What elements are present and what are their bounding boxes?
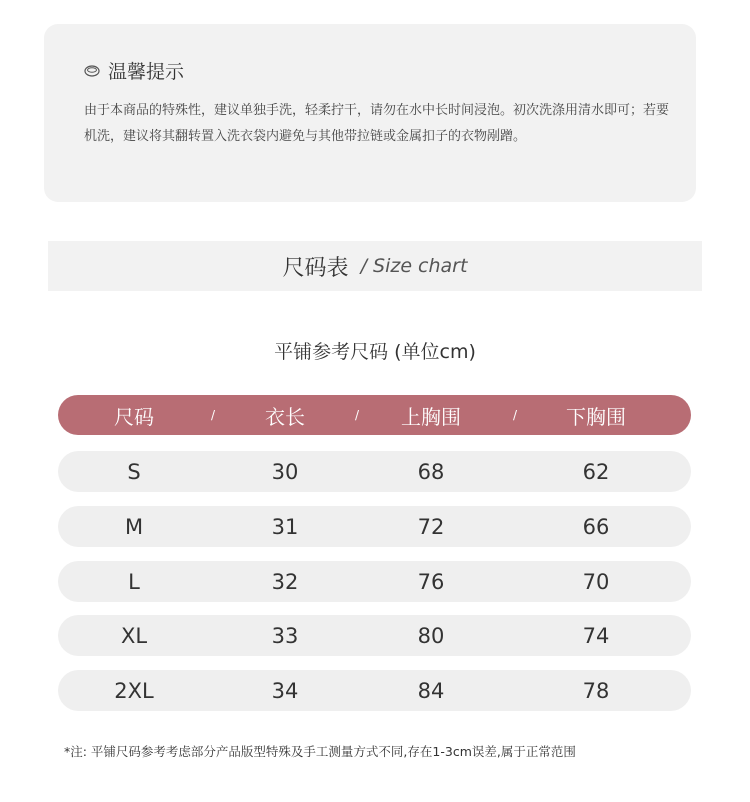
cell-length: 33	[271, 623, 299, 648]
cell-size: S	[127, 459, 141, 484]
cell-lower-bust: 62	[582, 459, 610, 484]
cell-lower-bust: 78	[582, 678, 610, 703]
cell-size: XL	[120, 623, 148, 648]
size-chart-header	[48, 241, 702, 291]
cell-lower-bust: 70	[582, 569, 610, 594]
cell-upper-bust: 72	[417, 514, 445, 539]
table-row	[58, 561, 691, 602]
header-lower-bust: 下胸围	[566, 404, 626, 429]
cell-size: M	[124, 514, 144, 539]
table-row	[58, 615, 691, 656]
table-caption: 平铺参考尺码 (单位cm)	[274, 341, 476, 363]
cell-size: L	[128, 569, 140, 594]
cell-size: 2XL	[114, 678, 154, 703]
care-notice-panel	[44, 24, 696, 202]
cell-upper-bust: 80	[417, 623, 445, 648]
cell-length: 31	[271, 514, 299, 539]
cell-lower-bust: 74	[582, 623, 610, 648]
notice-heading	[84, 57, 184, 84]
size-chart-title: 尺码表	[282, 255, 349, 281]
table-row	[58, 451, 691, 492]
notice-title: 温馨提示	[108, 61, 185, 83]
cell-upper-bust: 68	[417, 459, 445, 484]
cell-upper-bust: 76	[417, 569, 445, 594]
header-size: 尺码	[114, 404, 154, 429]
cell-length: 30	[271, 459, 299, 484]
table-row	[58, 670, 691, 711]
header-upper-bust: 上胸围	[401, 404, 461, 429]
header-separator: /	[512, 408, 518, 422]
cell-length: 34	[271, 678, 299, 703]
header-separator: /	[210, 408, 216, 422]
notice-body: 由于本商品的特殊性，建议单独手洗，轻柔拧干，请勿在水中长时间浸泡。初次洗涤用清水即可；若要机洗，建议将其翻转置入洗衣袋内避免与其他带拉链或金属扣子的衣物剐蹭。	[84, 103, 670, 144]
header-separator: /	[354, 408, 360, 422]
table-header-row	[58, 395, 691, 435]
cell-length: 32	[271, 569, 299, 594]
measurement-footnote: *注: 平铺尺码参考考虑部分产品版型特殊及手工测量方式不同,存在1-3cm误差,属于正常范围	[64, 744, 576, 759]
soap-icon	[84, 65, 100, 77]
header-length: 衣长	[265, 404, 305, 429]
cell-lower-bust: 66	[582, 514, 610, 539]
size-chart-subtitle: / Size chart	[360, 255, 468, 277]
cell-upper-bust: 84	[417, 678, 445, 703]
table-row	[58, 506, 691, 547]
